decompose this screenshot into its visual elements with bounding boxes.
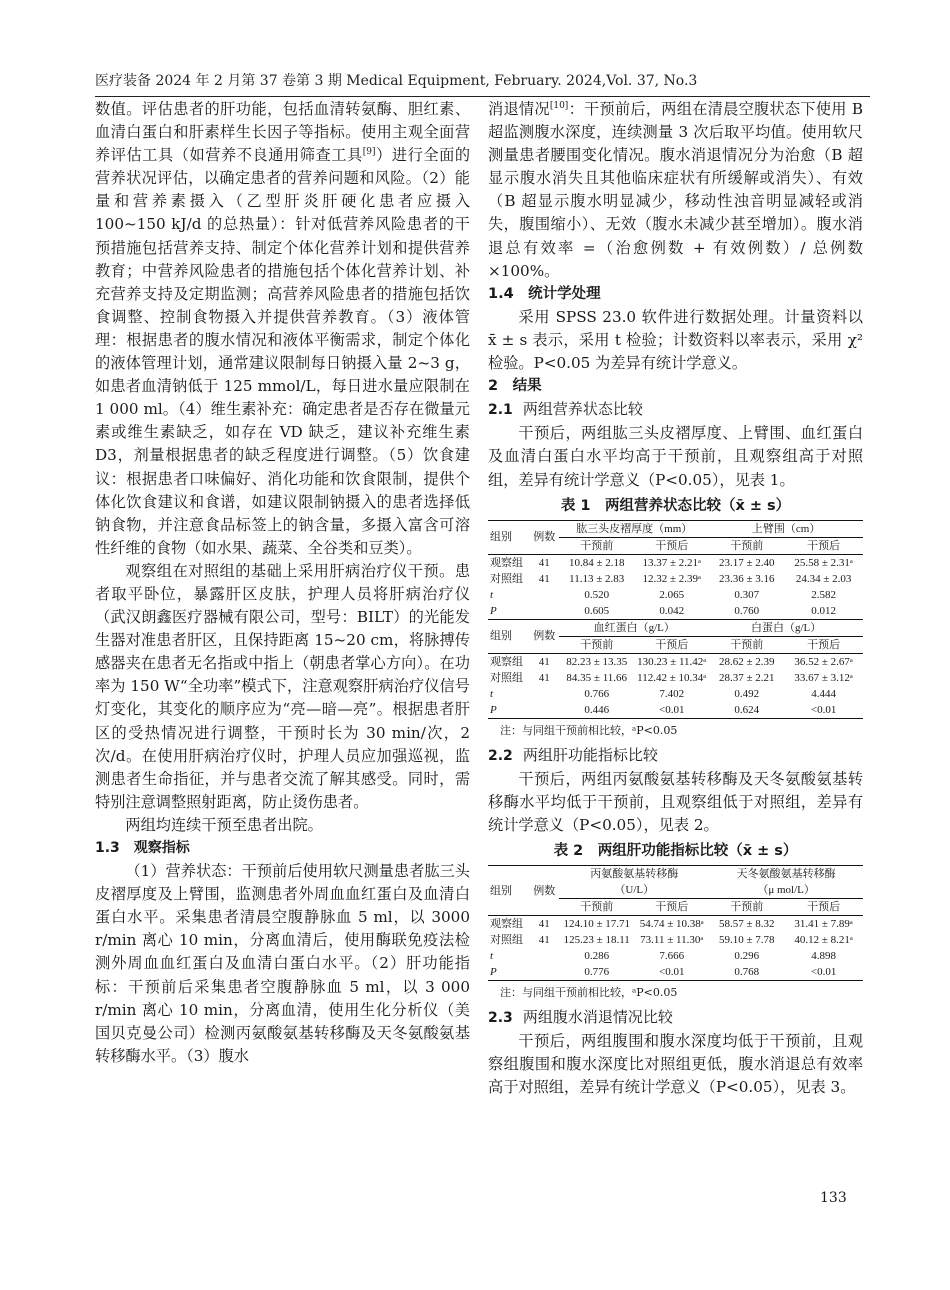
table-row: 对照组 41 84.35 ± 11.66 112.42 ± 10.34ᵃ 28.37 ± 2.21 33.67 ± 3.12ᵃ (490, 671, 853, 684)
table-row: P 0.605 0.042 0.760 0.012 (488, 603, 863, 620)
table-2-note: 注：与同组干预前相比较，ᵃP<0.05 (500, 986, 678, 1000)
table-row: t 0.286 7.666 0.296 4.898 (490, 950, 836, 963)
paragraph: 数值。评估患者的肝功能，包括血清转氨酶、胆红素、血清白蛋白和肝素样生长因子等指标。使用主观全面营养评估工具（如营养不良通用筛查工具[9]）进行全面的营养状况评估，以确定患者的营养问题和风险。（2）能量和营养素摄入（乙型肝炎肝硬化患者应摄入 100~150 kJ/d 的总热量）：针对低营养风险患者的干预措施包括营养支持、制定个体化营养计划和提供营养教育；中营养风险患者的措施包括个体化营养计划、补充营养支持及定期监测；高营养风险患者的措施包括饮食调整、控制食物摄入并提供营养教育。（3）液体管理：根据患者的腹水情况和液体平衡需求，制定个体化的液体管理计划，通常建议限制每日钠摄入量 2~3 g，如患者血清钠低于 125 mmol/L，每日进水量应限制在 1 000 ml。（4）维生素补充：确定患者是否存在微量元素或维生素缺乏，如存在 VD 缺乏，建议补充维生素 D3，剂量根据患者的缺乏程度进行调整。（5）饮食建议：根据患者口味偏好、消化功能和饮食限制，提供个体化饮食建议和食谱，如建议限制钠摄入的患者选择低钠食物，并注意食品标签上的钠含量，多摄入富含可溶性纤维的食物（如水果、蔬菜、全谷类和豆类）。 (95, 100, 470, 557)
table-1-note: 注：与同组干预前相比较，ᵃP<0.05 (500, 723, 678, 737)
subsection-heading: 2.3 两组腹水消退情况比较 (488, 1008, 673, 1027)
table-1: 组别 例数 肱三头皮褶厚度（mm） 上臂围（cm） 干预前 干预后 干预前 干预后 观察组 41 10.84 ± 2.18 13.37 ± 2.21ᵃ 23.17 ± 2.40 25.58 ± 2.31ᵃ 对照组 41 11.13 ± 2.83 12.32 ± 2.39ᵃ 23.36 ± 3.16 24.34 ± 2.03 t 0.520 2.065 0.307 2.582 P 0.605 0.042 0.760 0.012 组别 例数 血红蛋白（g/L） 白蛋白（g/L） 干预前 干预后 干预前 干预后 观察组 41 82.23 ± 13.35 130.23 ± 11.42ᵃ 28.62 ± 2.39 36.52 ± 2.67ᵃ 对照组 41 84.35 ± 11.66 112.42 ± 10.34ᵃ 28.37 ± 2.21 33.67 ± 3.12ᵃ t 0.766 7.402 0.492 4.444 P 0.446 <0.01 0.624 <0.01 (488, 520, 863, 719)
table-row: 对照组 41 125.23 ± 18.11 73.11 ± 11.30ᵃ 59.10 ± 7.78 40.12 ± 8.21ᵃ (490, 934, 853, 947)
page-number: 133 (820, 1190, 847, 1206)
paragraph: （1）营养状态：干预前后使用软尺测量患者肱三头皮褶厚度及上臂围，监测患者外周血血红蛋白及血清白蛋白水平。采集患者清晨空腹静脉血 5 ml，以 3000 r/min 离心 10 min，分离血清后，使用酶联免疫法检测外周血血红蛋白及血清白蛋白水平。（2）肝功能指标：干预前后采集患者空腹静脉血 5 ml，以 3 000 r/min 离心 10 min，分离血清，使用生化分析仪（美国贝克曼公司）检测丙氨酸氨基转移酶及天冬氨酸氨基转移酶水平。（3）腹水 (95, 862, 470, 1065)
section-heading: 1.3 观察指标 (95, 840, 190, 856)
table-1-caption: 表 1 两组营养状态比较（x̄ ± s） (560, 497, 791, 514)
table-row: P 0.446 <0.01 0.624 <0.01 (488, 702, 863, 719)
table-row: 观察组 41 124.10 ± 17.71 54.74 ± 10.38ᵃ 58.57 ± 8.32 31.41 ± 7.89ᵃ (490, 918, 853, 931)
citation: [10] (549, 100, 569, 111)
paragraph: 干预后，两组肱三头皮褶厚度、上臂围、血红蛋白及血清白蛋白水平均高于干预前，且观察组高于对照组，差异有统计学意义（P<0.05），见表 1。 (488, 424, 863, 489)
citation: [9] (362, 147, 376, 158)
paragraph: 干预后，两组腹围和腹水深度均低于干预前，且观察组腹围和腹水深度比对照组更低，腹水消退总有效率高于对照组，差异有统计学意义（P<0.05），见表 3。 (488, 1032, 863, 1097)
subsection-heading: 2.2 两组肝功能指标比较 (488, 745, 658, 764)
right-column (488, 98, 863, 1100)
paragraph: 观察组在对照组的基础上采用肝病治疗仪干预。患者取平卧位，暴露肝区皮肤，护理人员将肝病治疗仪（武汉朗鑫医疗器械有限公司，型号：BILT）的光能发生器对准患者肝区，且保持距离 15~20 cm，将脉搏传感器夹在患者无名指或中指上（朝患者掌心方向）。在功率为 150 W“全功率”模式下，注意观察肝病治疗仪信号灯变化，其变化的顺序应为“亮—暗—亮”。根据患者肝区的受热情况进行调整，干预时长为 30 min/次，2 次/d。在使用肝病治疗仪时，护理人员应加强巡视，监测患者生命指征，并与患者交流了解其感受。同时，需特别注意调整照射距离，防止烫伤患者。 (95, 561, 470, 811)
table-2: 组别 例数 丙氨酸氨基转移酶 天冬氨酸氨基转移酶 （U/L） （μ mol/L） 干预前 干预后 干预前 干预后 观察组 41 124.10 ± 17.71 54.74 ± 10.38ᵃ 58.57 ± 8.32 31.41 ± 7.89ᵃ 对照组 41 125.23 ± 18.11 73.11 ± 11.30ᵃ 59.10 ± 7.78 40.12 ± 8.21ᵃ t 0.286 7.666 0.296 4.898 P 0.776 <0.01 0.768 <0.01 (488, 865, 863, 981)
table-row: t 0.766 7.402 0.492 4.444 (490, 687, 836, 700)
table-row: t 0.520 2.065 0.307 2.582 (490, 588, 836, 601)
left-column (95, 98, 470, 1068)
table-row: 对照组 41 11.13 ± 2.83 12.32 ± 2.39ᵃ 23.36 ± 3.16 24.34 ± 2.03 (490, 572, 852, 585)
paragraph: 采用 SPSS 23.0 软件进行数据处理。计量资料以 x̄ ± s 表示，采用 t 检验；计数资料以率表示，采用 χ² 检验。P<0.05 为差异有统计学意义。 (488, 307, 863, 373)
table-row: 观察组 41 10.84 ± 2.18 13.37 ± 2.21ᵃ 23.17 ± 2.40 25.58 ± 2.31ᵃ (490, 556, 853, 569)
paragraph: 两组均连续干预至患者出院。 (125, 815, 323, 834)
table-2-caption: 表 2 两组肝功能指标比较（x̄ ± s） (553, 843, 798, 860)
subsection-heading: 2.1 两组营养状态比较 (488, 400, 643, 419)
table-row: 观察组 41 82.23 ± 13.35 130.23 ± 11.42ᵃ 28.62 ± 2.39 36.52 ± 2.67ᵃ (490, 655, 853, 668)
paragraph: 消退情况[10]：干预前后，两组在清晨空腹状态下使用 B 超监测腹水深度，连续测量 3 次后取平均值。使用软尺测量患者腰围变化情况。腹水消退情况分为治愈（B 超显示腹水消失且其他临床症状有所缓解或消失）、有效（B 超显示腹水明显减少，移动性浊音明显减轻或消失，腹围缩小）、无效（腹水未减少甚至增加）。腹水消退总有效率 =（治愈例数 + 有效例数）/ 总例数 ×100%。 (488, 100, 864, 280)
section-heading: 2 结果 (488, 378, 542, 395)
section-heading: 1.4 统计学处理 (488, 285, 601, 302)
running-header: 医疗装备 2024 年 2 月第 37 卷第 3 期 Medical Equipment, February. 2024,Vol. 37, No.3 (95, 70, 870, 97)
paragraph: 干预后，两组丙氨酸氨基转移酶及天冬氨酸氨基转移酶水平均低于干预前，且观察组低于对照组，差异有统计学意义（P<0.05），见表 2。 (488, 769, 863, 834)
table-row: P 0.776 <0.01 0.768 <0.01 (488, 964, 863, 981)
